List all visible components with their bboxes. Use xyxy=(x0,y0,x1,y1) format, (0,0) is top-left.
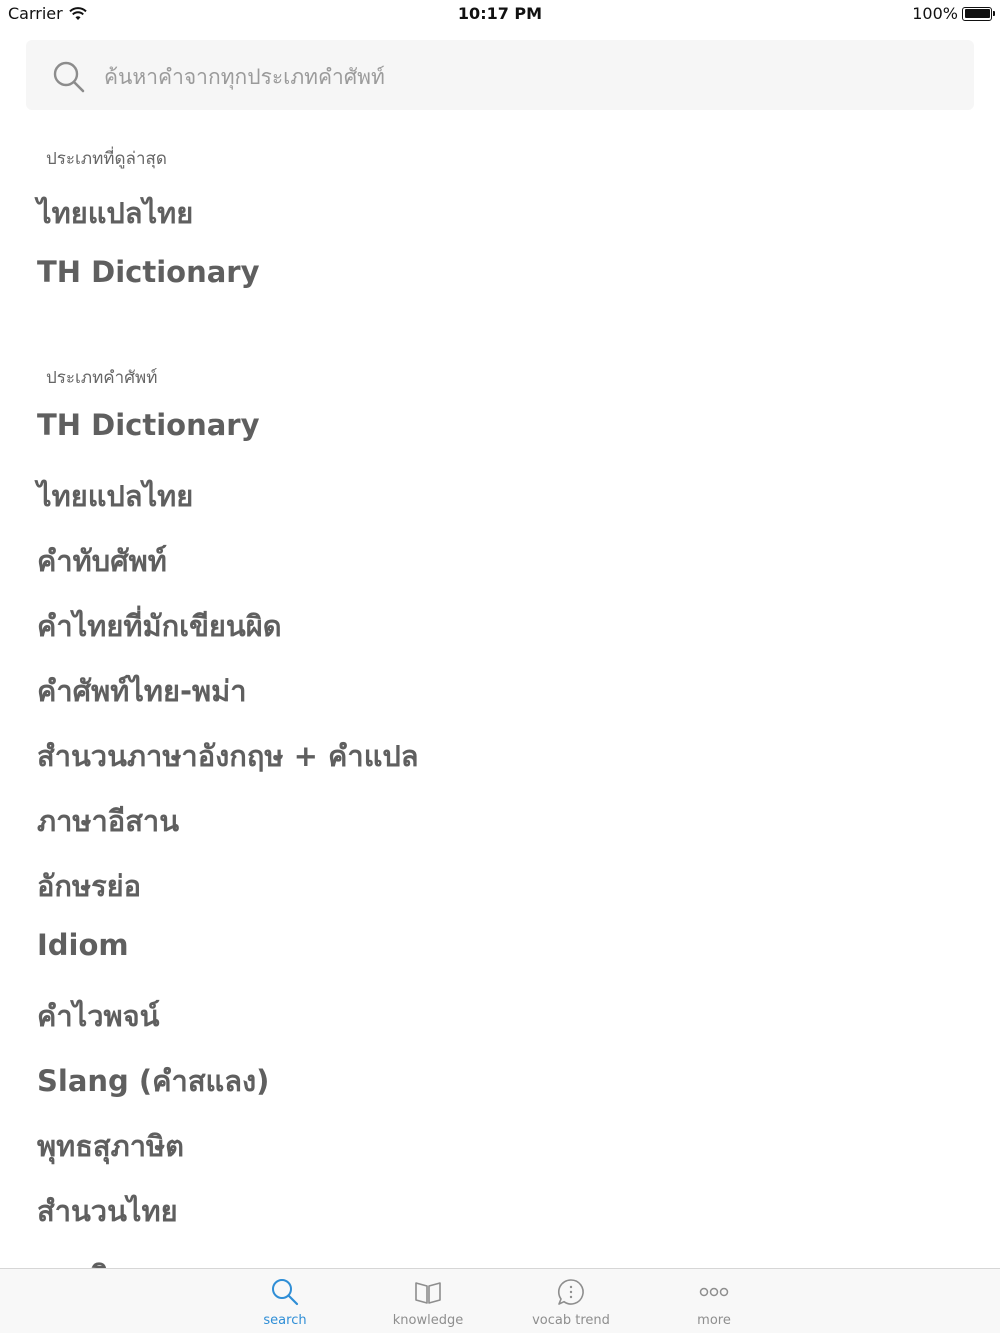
recent-item[interactable]: ไทยแปลไทย xyxy=(37,196,194,230)
search-input[interactable] xyxy=(104,58,944,96)
category-item[interactable]: คำศัพท์ไทย-พม่า xyxy=(37,674,247,708)
category-item[interactable]: ภาษาอีสาน xyxy=(37,804,180,838)
search-icon xyxy=(52,60,86,94)
category-item[interactable]: คำทับศัพท์ xyxy=(37,544,167,578)
tab-label: vocab trend xyxy=(532,1313,610,1328)
tab-more[interactable] xyxy=(659,1269,769,1333)
search-icon xyxy=(270,1277,300,1307)
status-time: 10:17 PM xyxy=(457,4,543,23)
category-item[interactable]: พุทธสุภาษิต xyxy=(37,1129,184,1163)
category-item[interactable]: Idiom xyxy=(37,928,129,962)
tab-search[interactable] xyxy=(230,1269,340,1333)
status-right xyxy=(912,4,992,23)
tab-bar xyxy=(0,1268,1000,1333)
category-item[interactable]: Slang (คำสแลง) xyxy=(37,1064,270,1098)
category-item[interactable]: อักษรย่อ xyxy=(37,869,142,903)
category-item[interactable]: TH Dictionary xyxy=(37,408,260,442)
battery-icon xyxy=(962,7,992,21)
battery-percent: 100% xyxy=(912,4,958,23)
tab-label: search xyxy=(263,1313,307,1328)
recent-section-header: ประเภทที่ดูล่าสุด xyxy=(46,149,167,169)
categories-section-header: ประเภทคำศัพท์ xyxy=(46,368,158,388)
tab-knowledge[interactable] xyxy=(373,1269,483,1333)
book-icon xyxy=(413,1277,443,1307)
category-item[interactable]: ไทยแปลไทย xyxy=(37,479,194,513)
category-item[interactable]: สำนวนภาษาอังกฤษ + คำแปล xyxy=(37,739,419,773)
tab-label: knowledge xyxy=(392,1313,464,1328)
status-bar xyxy=(0,0,1000,28)
tab-vocab-trend[interactable] xyxy=(516,1269,626,1333)
category-item[interactable]: คำไวพจน์ xyxy=(37,999,160,1033)
carrier-label: Carrier xyxy=(8,4,63,23)
chat-bubble-icon xyxy=(556,1277,586,1307)
tab-label: more xyxy=(697,1313,731,1328)
category-item[interactable]: สำนวนไทย xyxy=(37,1194,178,1228)
category-item[interactable]: คำไทยที่มักเขียนผิด xyxy=(37,609,282,643)
more-icon xyxy=(699,1277,729,1307)
recent-item[interactable]: TH Dictionary xyxy=(37,255,260,289)
